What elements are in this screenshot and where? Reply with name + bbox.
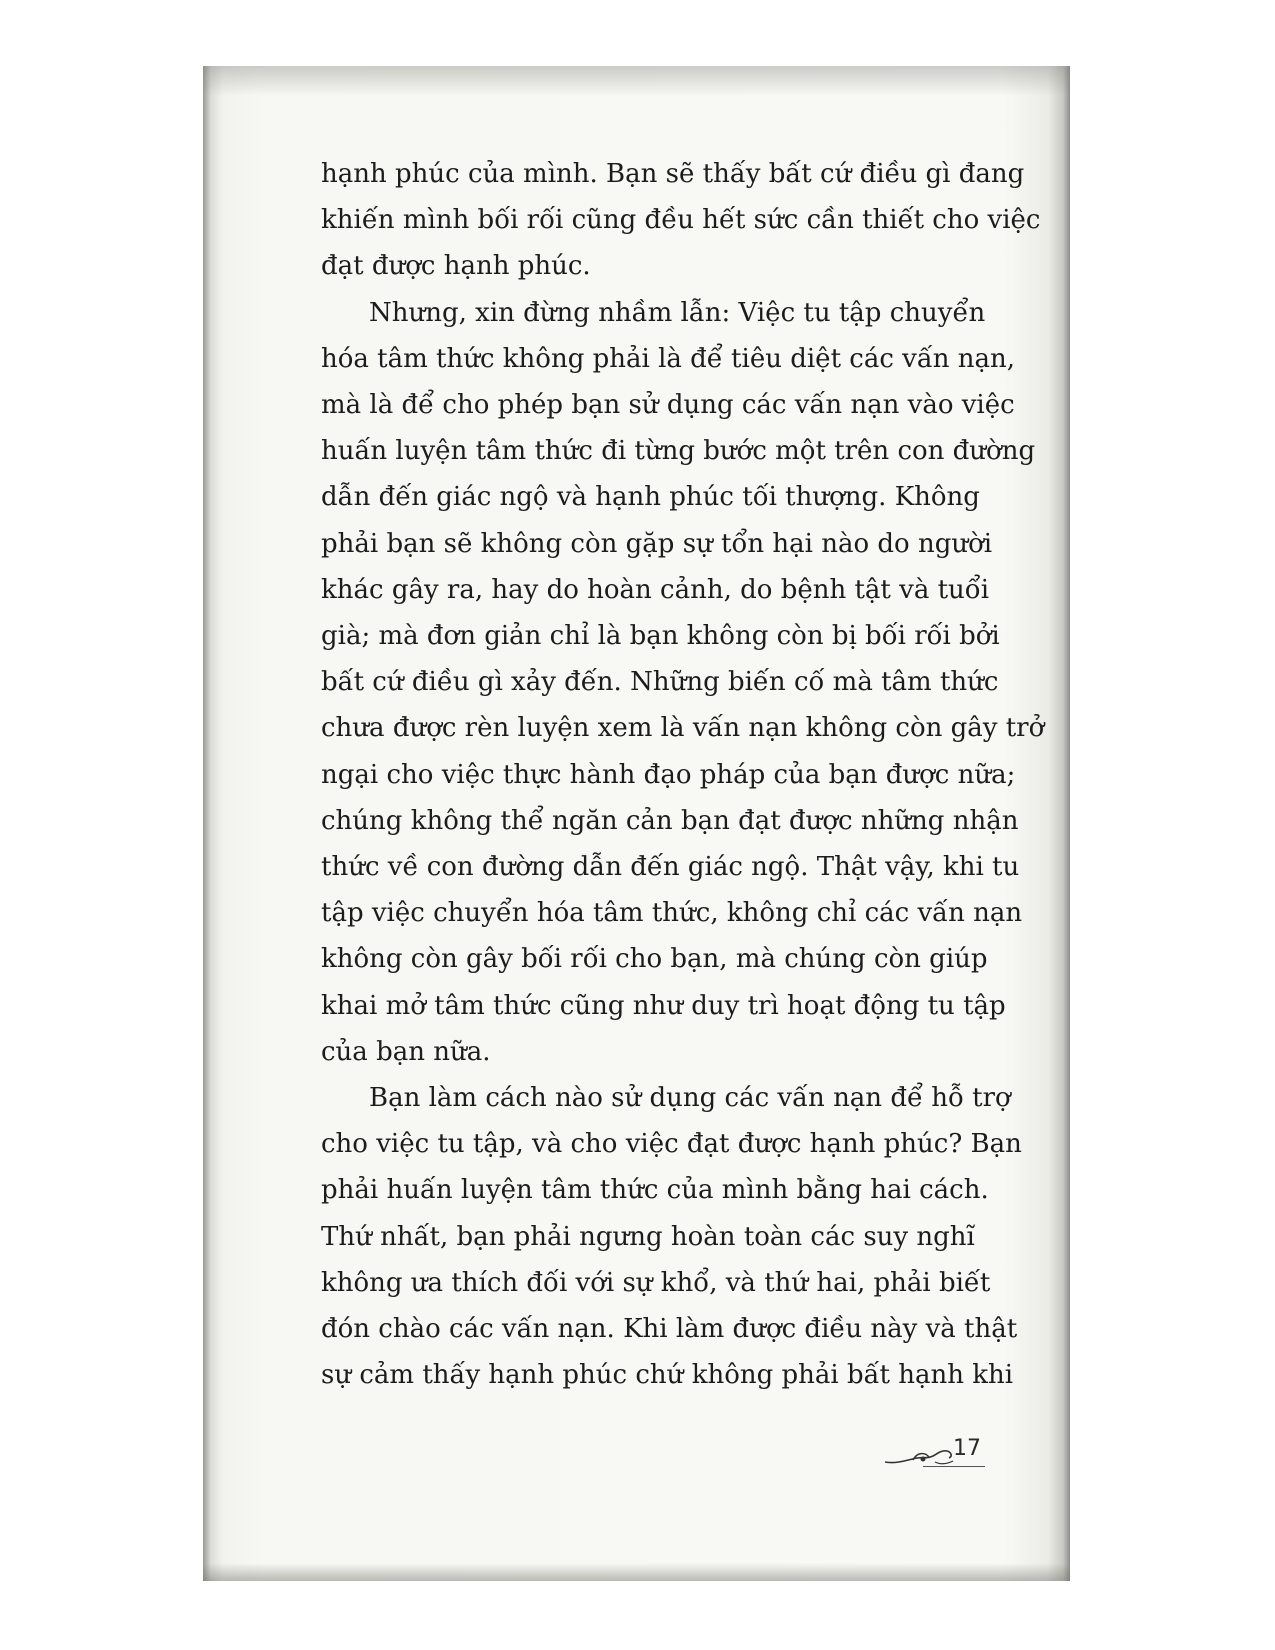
text-line: khiến mình bối rối cũng đều hết sức cần thiết cho việc (321, 205, 1041, 236)
page-number: 17 (953, 1436, 981, 1461)
text-line: phải bạn sẽ không còn gặp sự tổn hại nào do người (321, 528, 993, 559)
paragraph-3 (321, 1075, 1022, 1398)
text-line: đạt được hạnh phúc. (321, 251, 591, 282)
text-line: khai mở tâm thức cũng như duy trì hoạt động tu tập (321, 990, 1006, 1021)
page-bottom-shadow (203, 1563, 1070, 1581)
text-line: của bạn nữa. (321, 1036, 491, 1067)
text-line: chưa được rèn luyện xem là vấn nạn không còn gây trở (321, 713, 1045, 744)
text-line: không còn gây bối rối cho bạn, mà chúng còn giúp (321, 944, 988, 975)
text-line: Nhưng, xin đừng nhầm lẫn: Việc tu tập chuyển (369, 297, 986, 328)
page-number-underline (923, 1466, 985, 1467)
text-line: hóa tâm thức không phải là để tiêu diệt các vấn nạn, (321, 343, 1016, 374)
text-line: Thứ nhất, bạn phải ngưng hoàn toàn các suy nghĩ (321, 1221, 975, 1252)
text-line: ngại cho việc thực hành đạo pháp của bạn được nữa; (321, 759, 1016, 790)
text-line: dẫn đến giác ngộ và hạnh phúc tối thượng. Không (321, 482, 980, 513)
text-line: mà là để cho phép bạn sử dụng các vấn nạn vào việc (321, 390, 1015, 421)
text-line: già; mà đơn giản chỉ là bạn không còn bị bối rối bởi (321, 621, 1000, 652)
text-line: khác gây ra, hay do hoàn cảnh, do bệnh tật và tuổi (321, 574, 990, 605)
text-line: hạnh phúc của mình. Bạn sẽ thấy bất cứ điều gì đang (321, 159, 1025, 189)
paragraph-1 (321, 151, 1041, 290)
text-line: bất cứ điều gì xảy đến. Những biến cố mà tâm thức (321, 667, 999, 698)
text-line: Bạn làm cách nào sử dụng các vấn nạn để hỗ trợ (369, 1083, 1011, 1114)
text-line: đón chào các vấn nạn. Khi làm được điều này và thật (321, 1314, 1018, 1345)
book-page (203, 66, 1070, 1581)
text-line: cho việc tu tập, và cho việc đạt được hạnh phúc? Bạn (321, 1129, 1022, 1160)
paragraph-2 (321, 290, 1045, 1075)
body-text (321, 151, 1045, 1398)
text-line: phải huấn luyện tâm thức của mình bằng hai cách. (321, 1175, 989, 1206)
page-top-shadow (203, 66, 1070, 96)
text-line: chúng không thể ngăn cản bạn đạt được những nhận (321, 805, 1019, 836)
text-line: không ưa thích đối với sự khổ, và thứ hai, phải biết (321, 1267, 991, 1298)
page-footer (883, 1436, 1003, 1476)
text-line: thức về con đường dẫn đến giác ngộ. Thật vậy, khi tu (321, 852, 1020, 883)
text-line: huấn luyện tâm thức đi từng bước một trên con đường (321, 436, 1036, 467)
ornament-icon (883, 1442, 963, 1468)
text-line: sự cảm thấy hạnh phúc chứ không phải bất hạnh khi (321, 1360, 1014, 1391)
text-line: tập việc chuyển hóa tâm thức, không chỉ các vấn nạn (321, 898, 1023, 929)
